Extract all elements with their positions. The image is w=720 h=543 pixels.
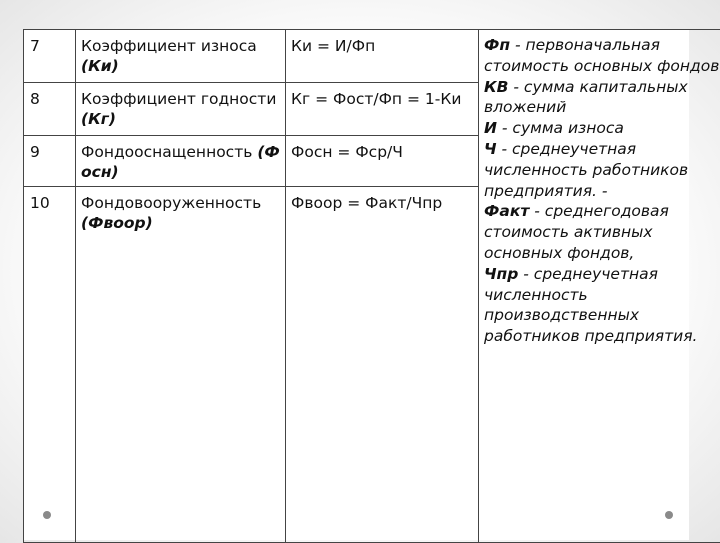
note-item <box>484 77 720 119</box>
note-term: Чпр <box>484 265 518 283</box>
indicator-abbr: (Кг) <box>81 110 116 128</box>
note-term: Ч <box>484 140 497 158</box>
indicator-name-text: Коэффициент годности <box>81 90 276 108</box>
indicator-name <box>76 83 286 136</box>
decorative-dot-right <box>665 511 673 519</box>
indicator-formula: Фосн = Фср/Ч <box>286 136 479 187</box>
indicator-formula: Кг = Фост/Фп = 1-Ки <box>286 83 479 136</box>
note-text: - среднеучетная численность производственных работников предприятия. <box>484 265 697 345</box>
row-number: 7 <box>24 30 76 83</box>
indicator-abbr: (Фвоор) <box>81 214 153 232</box>
slide <box>23 29 689 540</box>
note-item <box>484 264 720 347</box>
note-term: Фп <box>484 36 510 54</box>
indicator-name-text: Фондооснащенность <box>81 143 252 161</box>
row-number: 10 <box>24 187 76 543</box>
indicator-abbr: (Ки) <box>81 57 119 75</box>
indicator-name <box>76 30 286 83</box>
note-text: - первоначальная стоимость основных фондов <box>484 36 719 75</box>
note-item <box>484 35 720 77</box>
note-item <box>484 118 720 139</box>
indicator-formula: Фвоор = Факт/Чпр <box>286 187 479 543</box>
note-text: - среднеучетная численность работников предприятия. - <box>484 140 688 200</box>
decorative-dot-left <box>43 511 51 519</box>
note-item <box>484 139 720 201</box>
row-number: 8 <box>24 83 76 136</box>
indicator-abbr: (Фосн) <box>81 143 280 181</box>
indicator-name-text: Фондовооруженность <box>81 194 261 212</box>
indicator-name <box>76 187 286 543</box>
indicator-name <box>76 136 286 187</box>
indicator-formula: Ки = И/Фп <box>286 30 479 83</box>
row-number: 9 <box>24 136 76 187</box>
notes-cell <box>479 30 720 543</box>
table-row <box>24 30 720 83</box>
note-term: Факт <box>484 202 529 220</box>
note-text: - сумма износа <box>497 119 624 137</box>
note-text: - среднегодовая стоимость активных основных фондов, <box>484 202 669 262</box>
note-term: И <box>484 119 497 137</box>
note-term: КВ <box>484 78 508 96</box>
note-item <box>484 201 720 263</box>
indicator-name-text: Коэффициент износа <box>81 37 257 55</box>
note-text: - сумма капитальных вложений <box>484 78 688 117</box>
indicators-table <box>23 29 720 543</box>
